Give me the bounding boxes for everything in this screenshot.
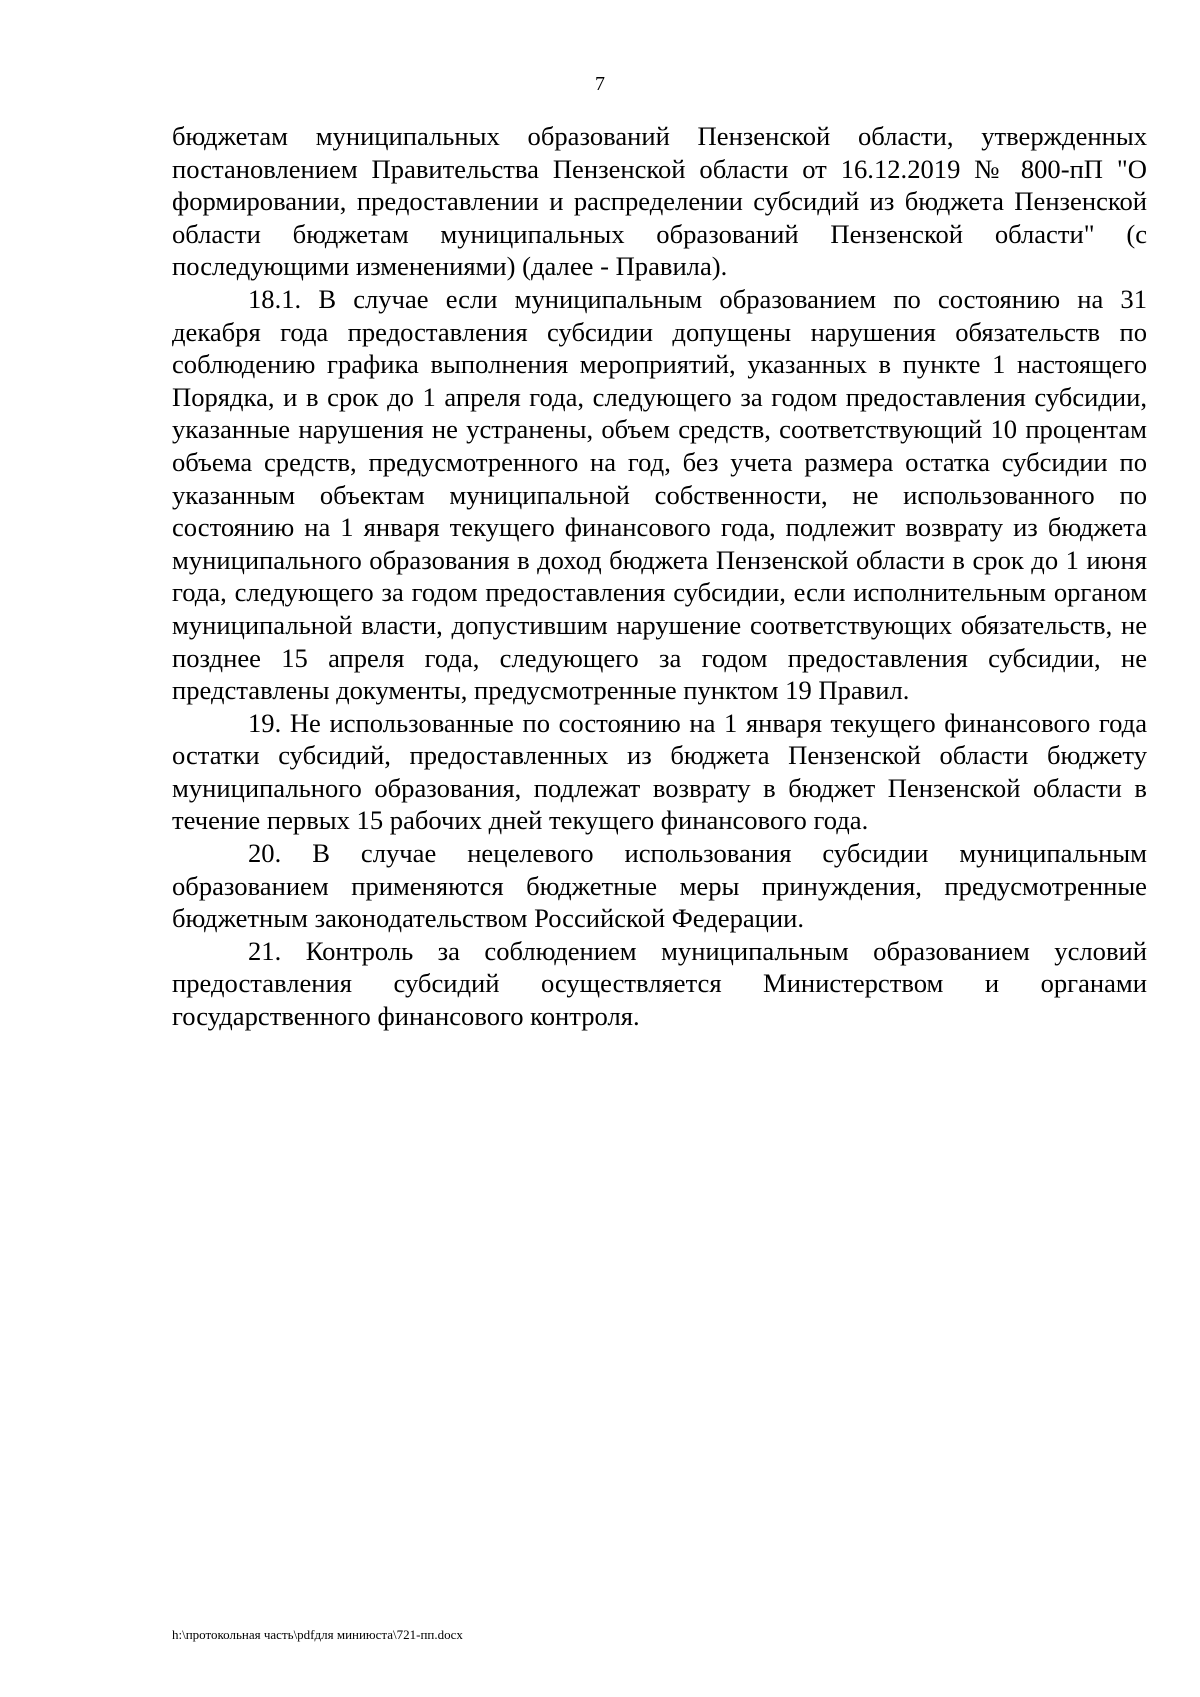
paragraph-continuation: бюджетам муниципальных образований Пензенской области, утвержденных постановлением Правительства Пензенской области от 16.12.2019 № 800-пП "О формировании, предоставлении и распределении субсидий из бюджета Пензенской области бюджетам муниципальных образований Пензенской области" (с последующими изменениями) (далее - Правила). <box>172 121 1147 282</box>
paragraph-19: 19. Не использованные по состоянию на 1 января текущего финансового года остатки субсидий, предоставленных из бюджета Пензенской области бюджету муниципального образования, подлежат возврату в бюджет Пензенской области в течение первых 15 рабочих дней текущего финансового года. <box>172 707 1147 836</box>
paragraph-18-1: 18.1. В случае если муниципальным образованием по состоянию на 31 декабря года предоставления субсидии допущены нарушения обязательств по соблюдению графика выполнения мероприятий, указанных в пункте 1 настоящего Порядка, и в срок до 1 апреля года, следующего за годом предоставления субсидии, указанные нарушения не устранены, объем средств, соответствующий 10 процентам объема средств, предусмотренного на год, без учета размера остатка субсидии по указанным объектам муниципальной собственности, не использованного по состоянию на 1 января текущего финансового года, подлежит возврату из бюджета муниципального образования в доход бюджета Пензенской области в срок до 1 июня года, следующего за годом предоставления субсидии, если исполнительным органом муниципальной власти, допустившим нарушение соответствующих обязательств, не позднее 15 апреля года, следующего за годом предоставления субсидии, не представлены документы, предусмотренные пунктом 19 Правил. <box>172 283 1147 706</box>
footer-file-path: h:\протокольная часть\pdfдля миниюста\721-пп.docx <box>172 1627 463 1642</box>
paragraph-21: 21. Контроль за соблюдением муниципальным образованием условий предоставления субсидий осуществляется Министерством и органами государственного финансового контроля. <box>172 935 1147 1032</box>
page-number: 7 <box>595 73 605 95</box>
paragraph-20: 20. В случае нецелевого использования субсидии муниципальным образованием применяются бюджетные меры принуждения, предусмотренные бюджетным законодательством Российской Федерации. <box>172 838 1147 934</box>
document-body <box>172 120 1147 1033</box>
